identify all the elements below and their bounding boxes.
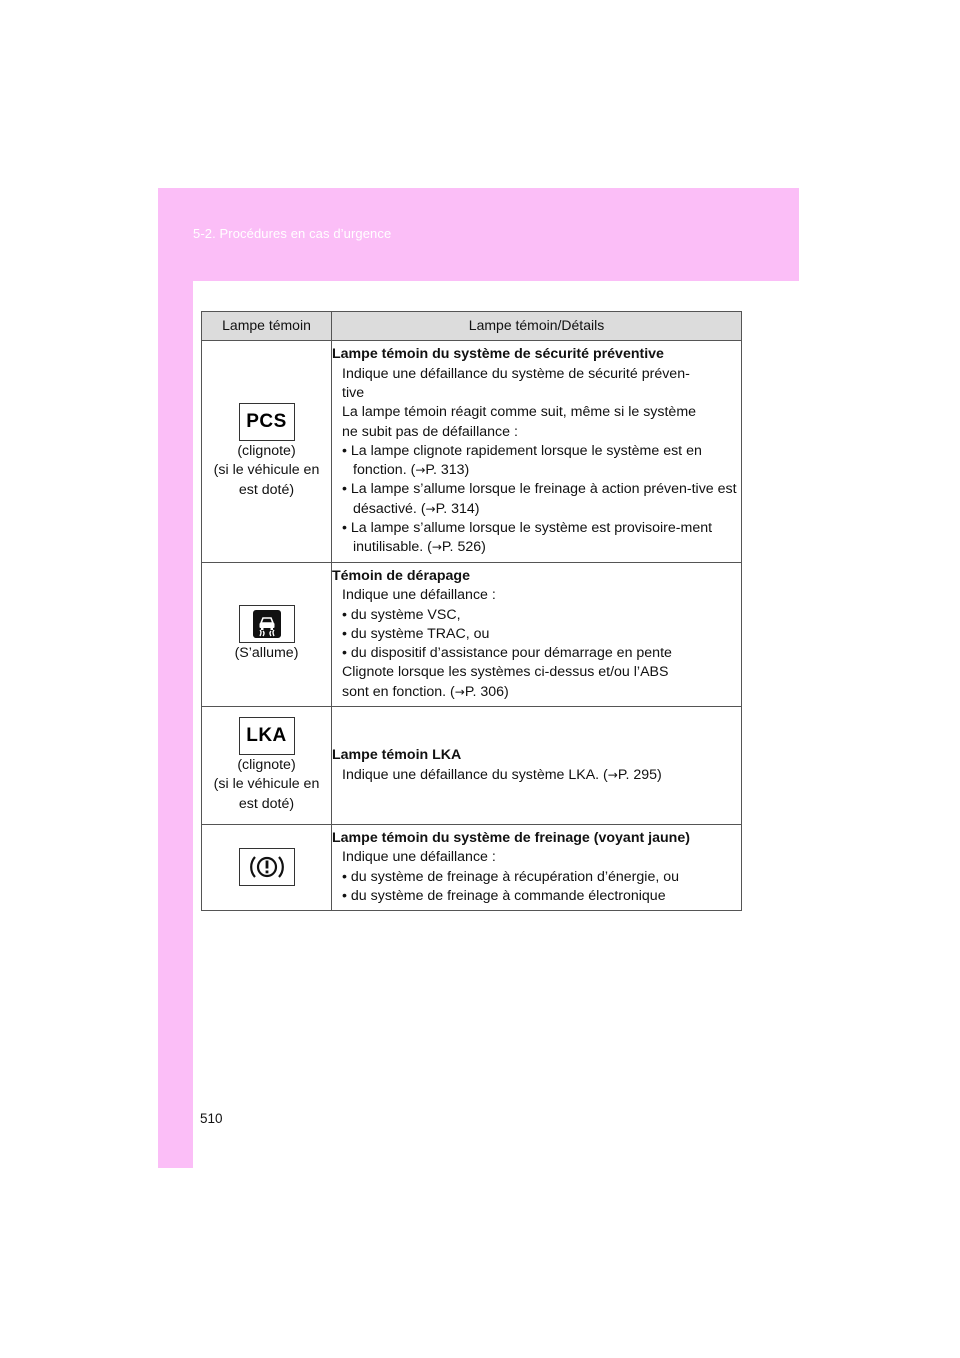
detail-reference xyxy=(332,766,741,785)
reference-text: • La lampe s’allume lorsque le système est provisoire-ment inutilisable. ( xyxy=(342,520,713,556)
lamp-caption: (si le véhicule en xyxy=(213,462,320,479)
arrow-icon: → xyxy=(607,767,618,782)
lamp-caption: est doté) xyxy=(238,481,295,498)
lka-icon xyxy=(239,717,295,755)
reference-text: • La lampe clignote rapidement lorsque le système est en fonction. ( xyxy=(342,442,702,479)
detail-line: Clignote lorsque les systèmes ci-dessus et/ou l’ABS xyxy=(342,664,669,681)
section-title: 5-2. Procédures en cas d’urgence xyxy=(193,226,392,241)
table-row xyxy=(202,341,742,563)
details-cell xyxy=(332,825,742,911)
lamp-cell xyxy=(202,707,332,825)
lamp-caption: (clignote) xyxy=(237,757,296,774)
page-reference: P. 526) xyxy=(441,539,486,556)
skid-car-icon xyxy=(239,605,295,643)
details-cell xyxy=(332,563,742,707)
detail-line: Indique une défaillance du système de sécurité préven- xyxy=(342,365,690,382)
detail-line: • du système de freinage à récupération d’énergie, ou xyxy=(342,868,680,885)
detail-line: • du système TRAC, ou xyxy=(342,625,490,642)
table-row xyxy=(202,707,742,825)
col-header-details: Lampe témoin/Détails xyxy=(332,312,742,341)
col-header-lamp: Lampe témoin xyxy=(202,312,332,341)
lamp-title: Lampe témoin du système de freinage (voyant jaune) xyxy=(332,829,690,846)
detail-line: Indique une défaillance : xyxy=(342,587,496,604)
lamp-title: Lampe témoin LKA xyxy=(332,747,462,764)
lamp-title: Témoin de dérapage xyxy=(332,567,470,584)
reference-text: • La lampe s’allume lorsque le freinage à action préven-tive est désactivé. ( xyxy=(342,481,737,517)
detail-reference xyxy=(332,683,741,702)
detail-line: ne subit pas de défaillance : xyxy=(342,423,518,440)
brake-warning-icon xyxy=(239,848,295,886)
detail-bullet xyxy=(332,519,741,558)
lamp-caption: (clignote) xyxy=(237,443,296,460)
lamp-caption: est doté) xyxy=(238,795,295,812)
detail-line: • du dispositif d’assistance pour démarrage en pente xyxy=(342,645,672,662)
detail-line: • du système de freinage à commande électronique xyxy=(342,887,666,904)
page-number: 510 xyxy=(200,1111,223,1126)
page-reference: P. 314) xyxy=(435,500,480,517)
detail-line: La lampe témoin réagit comme suit, même si le système xyxy=(342,404,697,421)
icon-label: LKA xyxy=(246,725,287,747)
lamp-caption: (S’allume) xyxy=(234,645,299,662)
detail-bullet xyxy=(332,480,741,519)
warning-lamp-table xyxy=(201,311,742,911)
lamp-title: Lampe témoin du système de sécurité préventive xyxy=(332,346,664,363)
reference-text: sont en fonction. ( xyxy=(342,683,455,700)
arrow-icon: → xyxy=(425,501,436,516)
lamp-cell xyxy=(202,563,332,707)
arrow-icon: → xyxy=(415,463,426,478)
arrow-icon: → xyxy=(454,684,465,699)
side-band xyxy=(158,281,193,1168)
detail-line: • du système VSC, xyxy=(342,606,461,623)
page-reference: P. 295) xyxy=(617,766,662,783)
lamp-caption: (si le véhicule en xyxy=(213,776,320,793)
arrow-icon: → xyxy=(431,540,442,555)
reference-text: Indique une défaillance du système LKA. ( xyxy=(342,766,608,783)
details-cell xyxy=(332,707,742,825)
icon-label: PCS xyxy=(246,411,287,433)
table-row xyxy=(202,825,742,911)
table-header-row xyxy=(202,312,742,341)
lamp-cell xyxy=(202,825,332,911)
lamp-cell xyxy=(202,341,332,563)
page-reference: P. 306) xyxy=(464,683,509,700)
details-cell xyxy=(332,341,742,563)
detail-bullet xyxy=(332,442,741,481)
page-reference: P. 313) xyxy=(425,462,470,479)
detail-line: Indique une défaillance : xyxy=(342,849,496,866)
detail-line: tive xyxy=(342,384,365,401)
pcs-icon xyxy=(239,403,295,441)
table-row xyxy=(202,563,742,707)
